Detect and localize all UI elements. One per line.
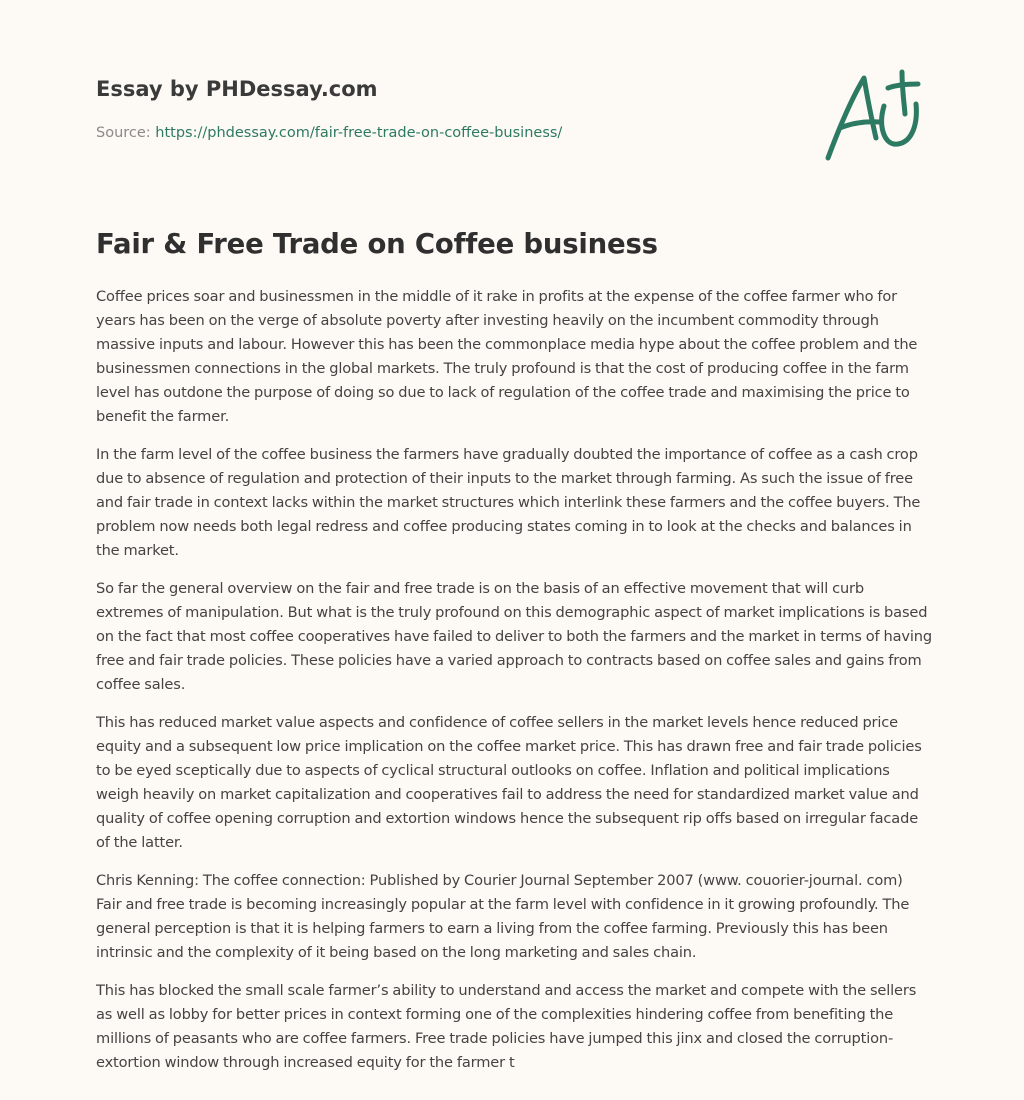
essay-paragraph: In the farm level of the coffee business the farmers have gradually doubted the importance of coffee as a cash crop due to absence of regulation and protection of their inputs to the market through farming. As such the issue of free and fair trade in context lacks within the market structures which interlink these farmers and the coffee buyers. The problem now needs both legal redress and coffee producing states coming in to look at the checks and balances in the market. (96, 446, 921, 559)
essay-paragraph: So far the general overview on the fair and free trade is on the basis of an effective movement that will curb extremes of manipulation. But what is the truly profound on this demographic aspect of market implications is based on the fact that most coffee cooperatives have failed to deliver to both the farmers and the market in terms of having free and fair trade policies. These policies have a varied approach to contracts based on coffee sales and gains from coffee sales. (96, 580, 932, 693)
source-label: Source: (96, 125, 156, 141)
site-title: Essay by PHDessay.com (96, 77, 378, 101)
source-line (96, 123, 796, 143)
a-plus-grade-icon (818, 66, 930, 166)
essay-paragraph: Coffee prices soar and businessmen in the middle of it rake in profits at the expense of the coffee farmer who for years has been on the verge of absolute poverty after investing heavily on the incumbent commodity through massive inputs and labour. However this has been the commonplace media hype about the coffee problem and the businessmen connections in the global markets. The truly profound is that the cost of producing coffee in the farm level has outdone the purpose of doing so due to lack of regulation of the coffee trade and maximising the price to benefit the farmer. (96, 288, 918, 425)
essay-paragraph: This has blocked the small scale farmer’s ability to understand and access the market and compete with the sellers as well as lobby for better prices in context forming one of the complexities hindering coffee from benefiting the millions of peasants who are coffee farmers. Free trade policies have jumped this jinx and closed the corruption-extortion window through increased equity for the farmer t (96, 982, 917, 1071)
page-header (96, 74, 796, 143)
essay-title: Fair & Free Trade on Coffee business (96, 228, 658, 260)
essay-paragraph: Chris Kenning: The coffee connection: Published by Courier Journal September 2007 (www. couorier-journal. com) Fair and free trade is becoming increasingly popular at the farm level with confidence in it growing profoundly. The general perception is that it is helping farmers to earn a living from the coffee farming. Previously this has been intrinsic and the complexity of it being based on the long marketing and sales chain. (96, 872, 910, 961)
source-link[interactable]: https://phdessay.com/fair-free-trade-on-coffee-business/ (155, 125, 563, 141)
essay-body (96, 285, 932, 1089)
essay-paragraph: This has reduced market value aspects and confidence of coffee sellers in the market levels hence reduced price equity and a subsequent low price implication on the coffee market price. This has drawn free and fair trade policies to be eyed sceptically due to aspects of cyclical structural outlooks on coffee. Inflation and political implications weigh heavily on market capitalization and cooperatives fail to address the need for standardized market value and quality of coffee opening corruption and extortion windows hence the subsequent rip offs based on irregular facade of the latter. (96, 714, 922, 851)
